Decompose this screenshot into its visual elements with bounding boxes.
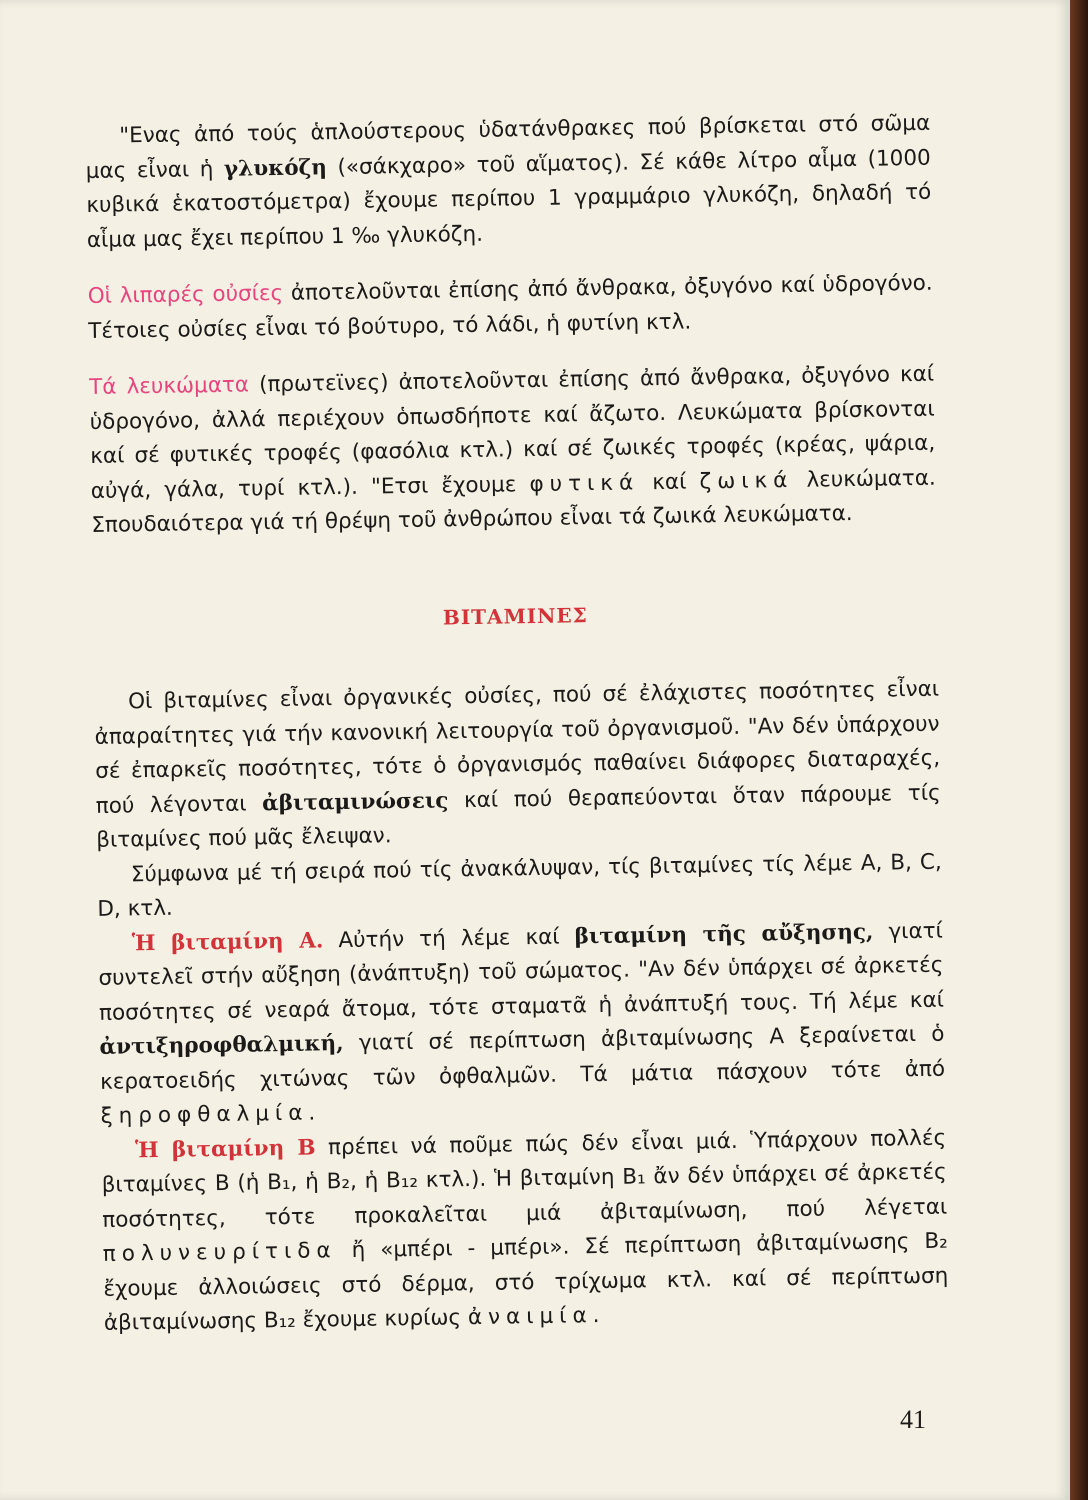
term-animal: ζωικά — [699, 467, 794, 494]
section-heading: ΒΙΤΑΜΙΝΕΣ — [442, 602, 588, 629]
text-run: . — [592, 1303, 600, 1329]
heading-fats: Οἱ λιπαρές οὐσίες — [87, 280, 284, 309]
paragraph-fats — [88, 267, 934, 349]
term-polyneuritis: πολυνευρίτιδα — [102, 1238, 337, 1267]
paragraph-vitamin-b — [101, 1121, 949, 1341]
page-number: 41 — [900, 1405, 926, 1434]
paragraph-proteins — [89, 358, 937, 544]
term-avitaminosis: ἀβιταμινώσεις — [261, 787, 449, 816]
text-run: καί — [638, 468, 700, 495]
text-run: γιατί συντελεῖ στήν αὔξηση (ἀνάπτυξη) τοῦ σώματος. "Αν δέν ὑπάρχει σέ ἀρκετές ποσότητες σέ νεαρά ἄτομα, τότε σταματᾶ ἡ ἀνάπτυξή τους. Τή λέμε καί — [98, 918, 945, 1026]
text-run: γιατί σέ περίπτωση ἀβιταμίνωσης A ξεραίνεται ὁ κερατοειδής χιτώνας τῶν ὀφθαλμῶν. Τά μάτια πάσχουν τότε ἀπό — [99, 1021, 946, 1095]
text-run: (πρωτεϊνες) ἀποτελοῦνται ἐπίσης ἀπό ἄνθρακα, ὀξυγόνο καί ὑδρογόνο, ἀλλά περιέχουν ὁπωσδήποτε καί ἄζωτο. Λευκώματα βρίσκονται καί σέ φυτικές τροφές (φασόλια κτλ.) καί σέ ζωικές τροφές (κρέας, ψάρια, αὐγά, γάλα, τυρί κτλ.). "Ετσι ἔχουμε — [89, 361, 936, 504]
term-xerophthalmia: ξηροφθαλμία — [100, 1100, 309, 1129]
text-run: . — [308, 1100, 316, 1126]
term-growth-vitamin: βιταμίνη τῆς αὔξησης, — [574, 919, 874, 949]
paragraph-glucose — [85, 107, 932, 258]
text-run: λευκώματα. Σπουδαιότερα γιά τή θρέψη τοῦ ἀνθρώπου εἶναι τά ζωικά λευκώματα. — [91, 465, 936, 538]
text-run: ἀποτελοῦνται ἐπίσης ἀπό ἄνθρακα, ὀξυγόνο καί ὑδρογόνο. Τέτοιες οὐσίες εἶναι τό βούτυρο, τό λάδι, ἡ φυτίνη κτλ. — [88, 270, 933, 344]
text-run: Αὐτήν τή λέμε καί — [323, 923, 575, 953]
term-plant: φυτικά — [529, 469, 640, 497]
page-text — [85, 107, 949, 1342]
term-anemia: ἀναιμία — [467, 1303, 593, 1331]
book-spine-edge — [1070, 0, 1088, 1500]
heading-vitamin-b: Ἡ βιταμίνη B — [134, 1135, 316, 1163]
text-run: Οἱ βιταμίνες εἶναι ὀργανικές οὐσίες, πού σέ ἐλάχιστες ποσότητες εἶναι ἀπαραίτητες γιά τήν κανονική λειτουργία τοῦ ὀργανισμοῦ. "Αν δέν ὑπάρχουν σέ ἐπαρκεῖς ποσότητες, τότε ὁ ὀργανισμός παθαίνει διάφορες διαταραχές, πού λέγονται — [94, 676, 941, 819]
paragraph-vitamin-a — [98, 914, 946, 1134]
text-run: («σάκχαρο» τοῦ αἵματος). Σέ κάθε λίτρο αἷμα (1000 κυβικά ἑκατοστόμετρα) ἔχουμε περίπου 1 γραμμάριο γλυκόζη, δηλαδή τό αἷμα μας ἔχει περίπου 1 ‰ γλυκόζη. — [86, 145, 932, 253]
text-run: "Ενας ἀπό τούς ἁπλούστερους ὑδατάνθρακες πού βρίσκεται στό σῶμα μας εἶναι ἡ — [85, 110, 931, 184]
term-glucose: γλυκόζη — [223, 154, 328, 182]
text-run: καί πού θεραπεύονται ὅταν πάρουμε τίς βιταμίνες πού μᾶς ἔλειψαν. — [96, 780, 941, 853]
heading-proteins: Τά λευκώματα — [89, 372, 250, 400]
text-run: ἤ «μπέρι - μπέρι». Σέ περίπτωση ἀβιταμίνωσης B₂ ἔχουμε ἀλλοιώσεις στό δέρμα, στό τρίχωμα κτλ. καί σέ περίπτωση ἀβιταμίνωσης B₁₂ ἔχουμε κυρίως — [103, 1228, 949, 1336]
text-run: πρέπει νά ποῦμε πώς δέν εἶναι μιά. Ὑπάρχουν πολλές βιταμίνες B (ἡ B₁, ἡ B₂, ἡ B₁₂ κτλ.). Ἡ βιταμίνη B₁ ἄν δέν ὑπάρχει σέ ἀρκετές ποσότητες, τότε προκαλεῖται μιά ἀβιταμίνωση, πού λέγεται — [101, 1125, 948, 1233]
heading-vitamin-a: Ἡ βιταμίνη A. — [131, 927, 324, 956]
paragraph-vitamins-intro — [94, 673, 942, 859]
paragraph-vitamins-order: Σύμφωνα μέ τή σειρά πού τίς ἀνακάλυψαν, τίς βιταμίνες τίς λέμε A, B, C, D, κτλ. — [97, 849, 942, 922]
term-antixerophthalmic: ἀντιξηροφθαλμική, — [99, 1031, 344, 1060]
